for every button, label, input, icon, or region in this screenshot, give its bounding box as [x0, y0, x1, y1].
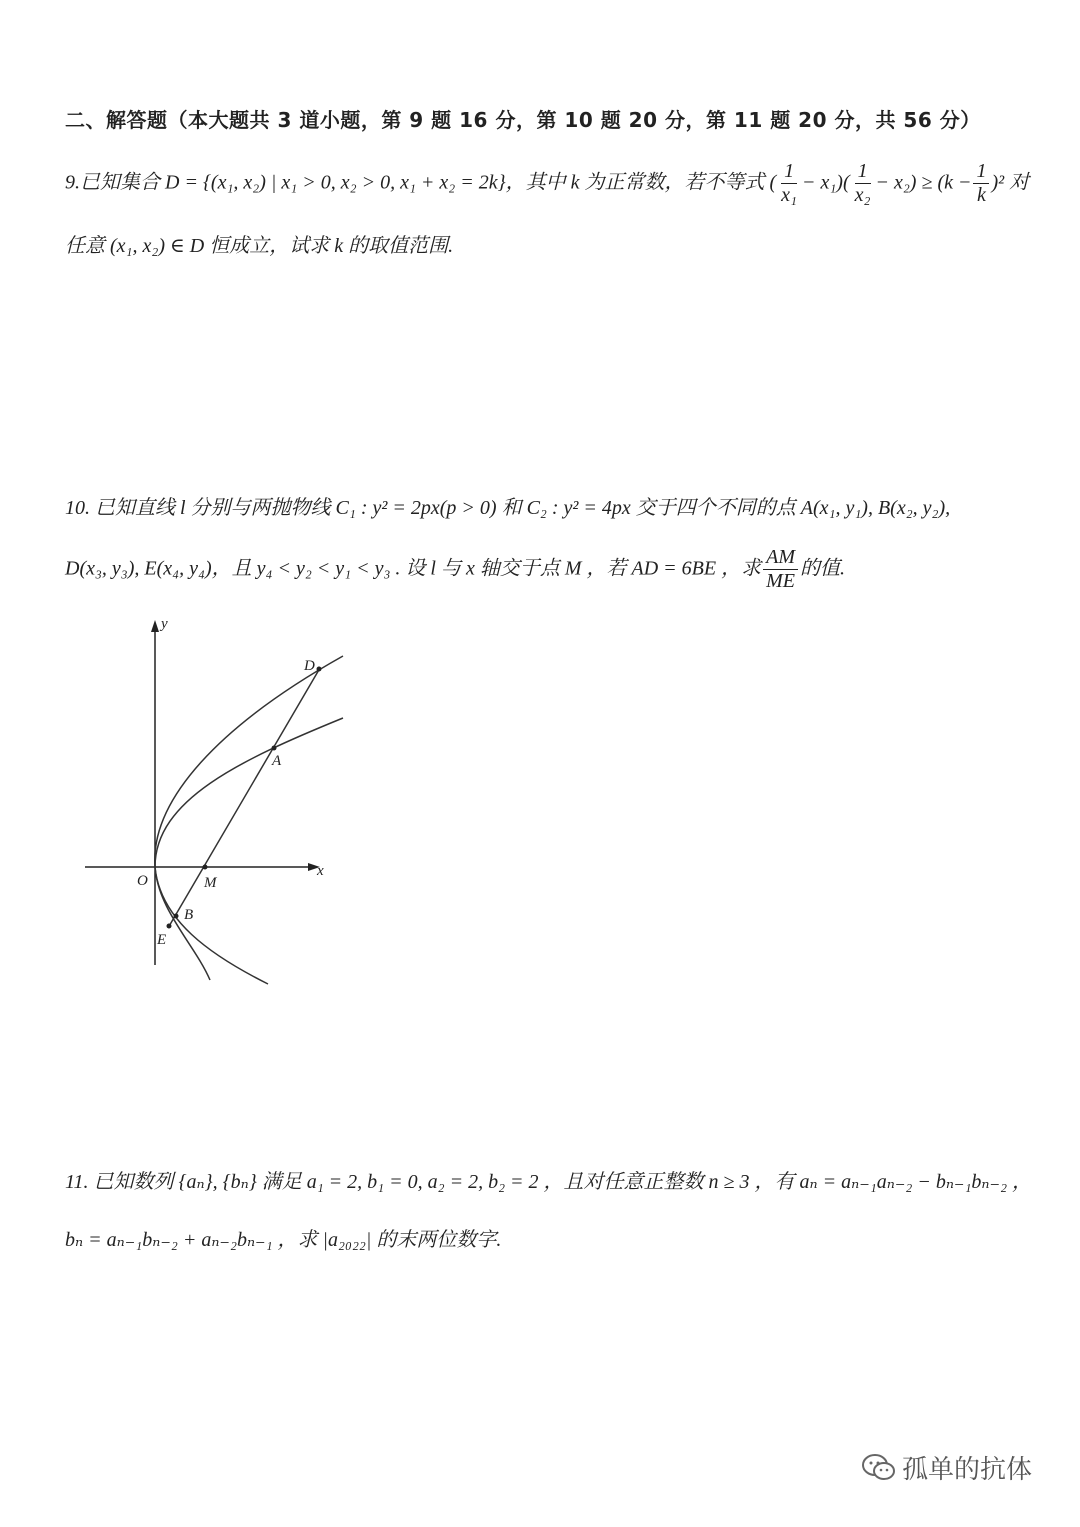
point-a — [272, 746, 277, 751]
q9-mid-1: − x₁)( — [801, 171, 850, 194]
q9-line-1 — [65, 160, 1029, 207]
label-x: x — [317, 863, 324, 879]
point-b — [174, 914, 179, 919]
q10-fraction-am-me: $\frac{AM}{ME}$ — [763, 546, 798, 593]
watermark-text: 孤单的抗体 — [902, 1455, 1033, 1485]
label-m: M — [204, 875, 217, 891]
point-m — [203, 865, 208, 870]
q9-mid-2: − x₂) ≥ (k − — [875, 171, 972, 194]
q9-line-2: 任意 (x₁, x₂) ∈ D 恒成立，试求 k 的取值范围. — [65, 235, 454, 257]
point-d — [317, 667, 322, 672]
label-a: A — [272, 753, 282, 769]
label-y: y — [161, 616, 168, 632]
q9-fraction-2: $\frac{1}{\text{x₂}}$ — [854, 160, 871, 206]
section-heading: 二、解答题（本大题共 3 道小题，第 9 题 16 分，第 10 题 20 分，第 11 题 20 分，共 56 分） — [65, 108, 981, 132]
label-b: B — [184, 907, 194, 923]
q9-condition: 9.已知集合 D = {(x₁, x₂) | x₁ > 0, x₂ > 0, x₁ + x₂ = 2k}，其中 k 为正常数，若不等式 ( — [65, 171, 777, 194]
q10-line-1: 10. 已知直线 l 分别与两抛物线 C₁ : y² = 2px(p > 0) 和 C₂ : y² = 4px 交于四个不同的点 A(x₁, y₁), B(x₂, y₂), — [65, 497, 951, 519]
label-origin: O — [137, 873, 148, 889]
q11-line-2: bₙ = aₙ₋₁bₙ₋₂ + aₙ₋₂bₙ₋₁ ，求 |a₂₀₂₂| 的末两位数字. — [65, 1229, 502, 1251]
q10-line-2 — [65, 546, 845, 593]
watermark — [862, 1449, 1032, 1486]
q11-line-1: 11. 已知数列 {aₙ}, {bₙ} 满足 a₁ = 2, b₁ = 0, a₂ = 2, b₂ = 2 ，且对任意正整数 n ≥ 3 ，有 aₙ = aₙ₋₁aₙ₋₂ − bₙ₋₁bₙ₋₂ ， — [65, 1171, 1033, 1193]
q10-condition: D(x₃, y₃), E(x₄, y₄)，且 y₄ < y₂ < y₁ < y₃ . 设 l 与 x 轴交于点 M ，若 AD = 6BE ，求 — [65, 557, 762, 580]
wechat-icon — [862, 1453, 896, 1483]
point-e — [167, 924, 172, 929]
label-d: D — [304, 658, 315, 674]
q9-fraction-1: $\frac{1}{\text{x₁}}$ — [781, 160, 797, 206]
q10-tail: 的值. — [800, 557, 846, 580]
q9-fraction-3: $\frac{1}{k}$ — [973, 160, 989, 207]
parabola-c1 — [155, 718, 343, 980]
q9-tail: )² 对 — [991, 171, 1030, 194]
label-e: E — [157, 932, 167, 948]
parabola-figure — [75, 612, 345, 987]
y-axis-arrow — [151, 620, 159, 632]
